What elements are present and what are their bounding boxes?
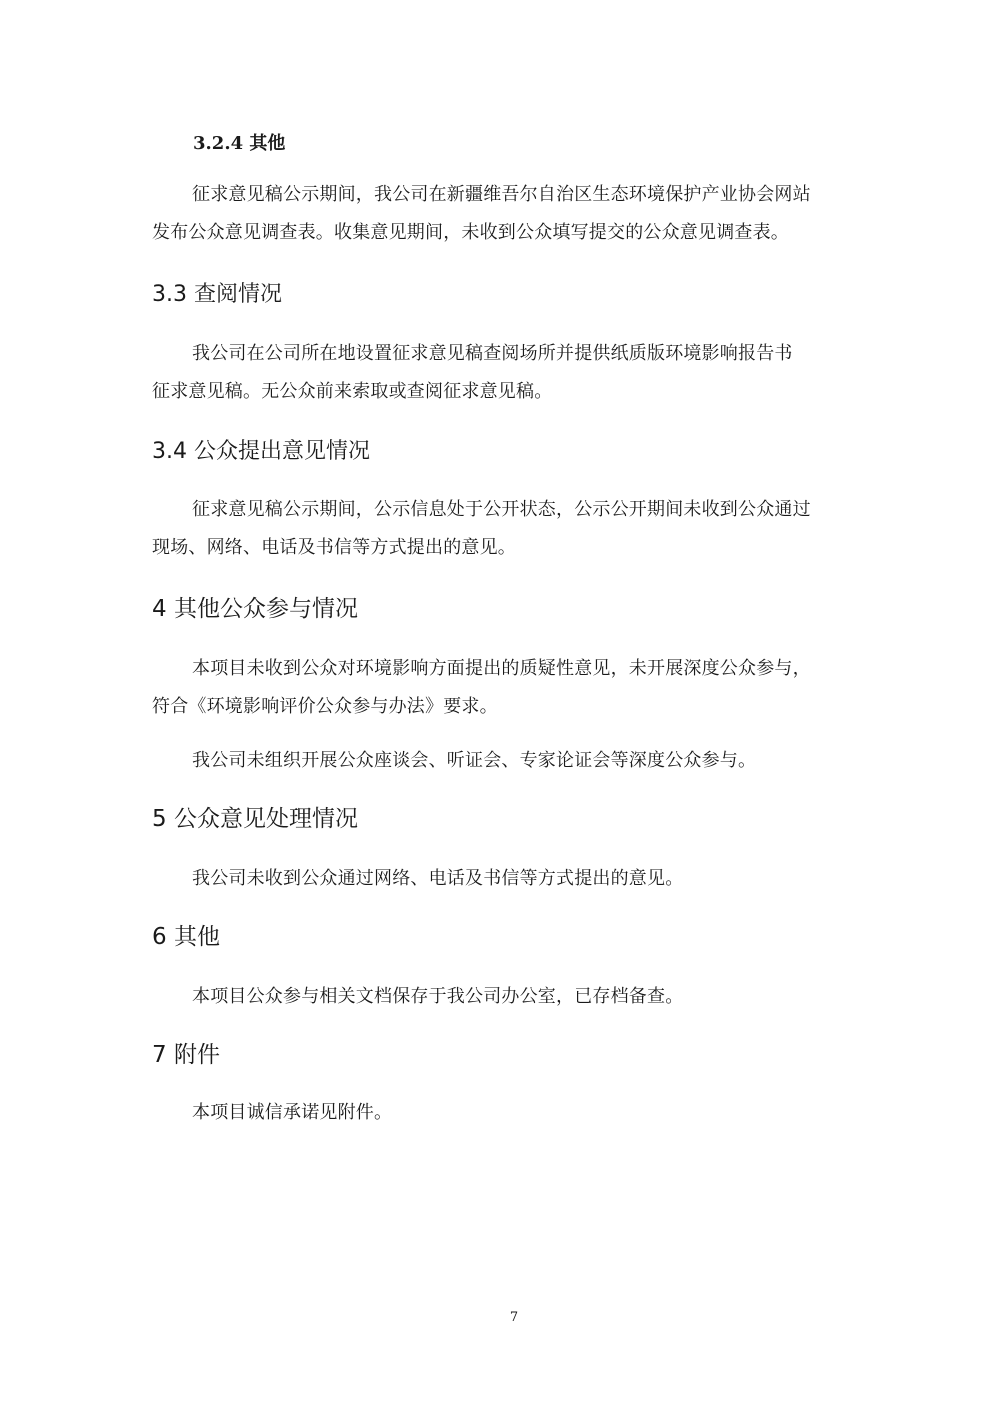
paragraph-3-4 (152, 491, 882, 567)
heading-5: 5 公众意见处理情况 (152, 806, 358, 832)
paragraph-line: 征求意见稿公示期间，公示信息处于公开状态，公示公开期间未收到公众通过 (192, 499, 811, 520)
heading-3-2-4: 3.2.4 其他 (193, 133, 286, 154)
paragraph-line: 现场、网络、电话及书信等方式提出的意见。 (152, 537, 516, 558)
paragraph-line: 本项目未收到公众对环境影响方面提出的质疑性意见，未开展深度公众参与， (192, 658, 811, 679)
paragraph-5 (152, 860, 882, 898)
paragraph-4-second (152, 742, 882, 780)
paragraph-line: 征求意见稿。无公众前来索取或查阅征求意见稿。 (152, 381, 553, 402)
paragraph-line: 发布公众意见调查表。收集意见期间，未收到公众填写提交的公众意见调查表。 (152, 222, 789, 243)
paragraph-line: 符合《环境影响评价公众参与办法》要求。 (152, 696, 498, 717)
paragraph-line: 我公司未组织开展公众座谈会、听证会、专家论证会等深度公众参与。 (192, 750, 757, 771)
paragraph-3-3 (152, 335, 882, 411)
page-number: 7 (509, 1310, 519, 1325)
heading-3-3: 3.3 查阅情况 (152, 282, 282, 307)
paragraph-6 (152, 978, 882, 1016)
paragraph-line: 征求意见稿公示期间，我公司在新疆维吾尔自治区生态环境保护产业协会网站 (192, 184, 811, 205)
heading-3-4: 3.4 公众提出意见情况 (152, 439, 370, 464)
paragraph-3-2-4 (152, 176, 882, 252)
heading-4: 4 其他公众参与情况 (152, 596, 358, 622)
paragraph-4 (152, 650, 882, 726)
paragraph-line: 本项目公众参与相关文档保存于我公司办公室，已存档备查。 (192, 986, 684, 1007)
paragraph-line: 本项目诚信承诺见附件。 (192, 1102, 393, 1123)
heading-7: 7 附件 (152, 1042, 220, 1068)
paragraph-line: 我公司在公司所在地设置征求意见稿查阅场所并提供纸质版环境影响报告书 (192, 343, 793, 364)
paragraph-7 (152, 1094, 882, 1132)
heading-6: 6 其他 (152, 924, 220, 950)
paragraph-line: 我公司未收到公众通过网络、电话及书信等方式提出的意见。 (192, 868, 684, 889)
